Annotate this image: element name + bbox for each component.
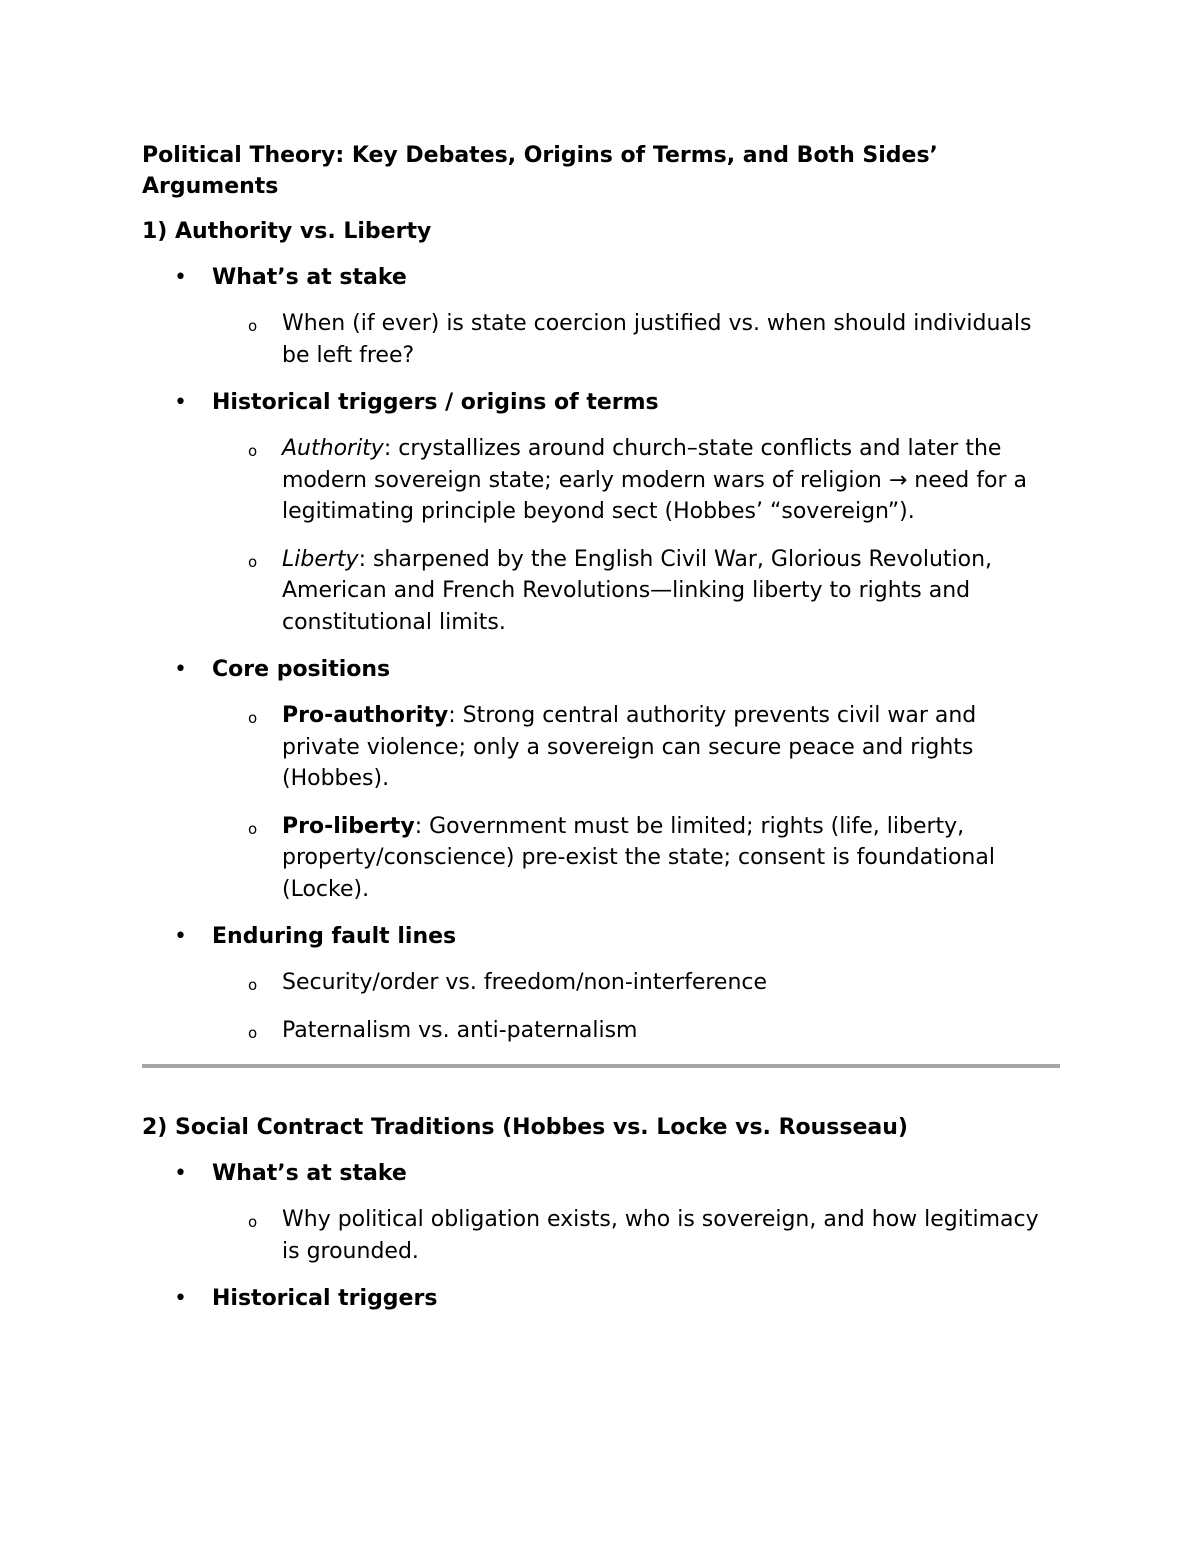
bullet-item — [142, 1158, 1060, 1267]
sections-container — [142, 216, 1060, 1314]
sub-bullet-text: Why political obligation exists, who is sovereign, and how legitimacy is grounded. — [282, 1207, 1039, 1264]
term: Pro-liberty — [282, 813, 415, 839]
sub-bullet-marker: o — [248, 1023, 258, 1042]
bullet-label: Core positions — [212, 657, 391, 682]
bullet-item — [142, 654, 1060, 905]
section — [142, 1112, 1060, 1314]
sub-bullet-marker: o — [248, 1213, 258, 1231]
bullet-label: Historical triggers / origins of terms — [212, 390, 659, 415]
section — [142, 216, 1060, 1046]
sub-bullet-marker: o — [248, 442, 258, 460]
section-divider — [142, 1064, 1060, 1068]
bullet-marker: • — [174, 390, 187, 415]
bullet-marker: • — [174, 1286, 187, 1311]
bullet-label: Historical triggers — [212, 1286, 438, 1311]
bullet-marker: • — [174, 265, 187, 290]
bullet-label: What’s at stake — [212, 1161, 407, 1186]
bullet-marker: • — [174, 924, 187, 949]
bullet-marker: • — [174, 657, 187, 682]
bullet-item — [142, 387, 1060, 638]
sub-bullet-marker: o — [248, 709, 258, 727]
sub-bullet-text: : Government must be limited; rights (life, liberty, property/conscience) pre-exist the state; consent is foundational (Locke). — [282, 813, 995, 902]
sub-bullet-item — [212, 308, 1060, 371]
sub-bullet-list — [212, 433, 1060, 638]
sub-bullet-text: : Strong central authority prevents civil war and private violence; only a sovereign can secure peace and rights (Hobbes). — [282, 703, 977, 791]
term: Liberty — [282, 546, 359, 572]
sub-bullet-marker: o — [248, 976, 258, 994]
sub-bullet-item — [212, 1015, 1060, 1047]
document-body — [142, 140, 1060, 1330]
sub-bullet-item — [212, 544, 1060, 639]
bullet-item — [142, 921, 1060, 1046]
bullet-label: Enduring fault lines — [212, 924, 457, 949]
bullet-label: What’s at stake — [212, 265, 407, 290]
sub-bullet-item — [212, 811, 1060, 906]
sub-bullet-item — [212, 700, 1060, 795]
section-heading: 2) Social Contract Traditions (Hobbes vs. Locke vs. Rousseau) — [142, 1115, 908, 1140]
bullet-item — [142, 1283, 1060, 1314]
bullet-list — [142, 1158, 1060, 1314]
term: Pro-authority — [282, 703, 449, 728]
sub-bullet-text: Security/order vs. freedom/non-interference — [282, 970, 768, 995]
sub-bullet-marker: o — [248, 552, 258, 571]
sub-bullet-list — [212, 700, 1060, 905]
section-heading: 1) Authority vs. Liberty — [142, 219, 432, 244]
bullet-item — [142, 262, 1060, 371]
sub-bullet-list — [212, 1204, 1060, 1267]
sub-bullet-item — [212, 1204, 1060, 1267]
sub-bullet-text: : sharpened by the English Civil War, Glorious Revolution, American and French Revolutions—linking liberty to rights and constitutional limits. — [282, 546, 993, 635]
sub-bullet-text: When (if ever) is state coercion justified vs. when should individuals be left free? — [282, 311, 1032, 368]
document-title: Political Theory: Key Debates, Origins of Terms, and Both Sides’ Arguments — [142, 143, 938, 199]
sub-bullet-item — [212, 967, 1060, 999]
sub-bullet-list — [212, 308, 1060, 371]
bullet-marker: • — [174, 1161, 187, 1186]
sub-bullet-marker: o — [248, 317, 258, 335]
bullet-list — [142, 262, 1060, 1046]
sub-bullet-marker: o — [248, 819, 258, 838]
sub-bullet-item — [212, 433, 1060, 528]
sub-bullet-text: : crystallizes around church–state conflicts and later the modern sovereign state; early modern wars of religion → need for a legitimating principle beyond sect (Hobbes’ “sovereign”). — [282, 436, 1027, 524]
term: Authority — [282, 436, 384, 461]
sub-bullet-list — [212, 967, 1060, 1046]
sub-bullet-text: Paternalism vs. anti-paternalism — [282, 1017, 638, 1043]
